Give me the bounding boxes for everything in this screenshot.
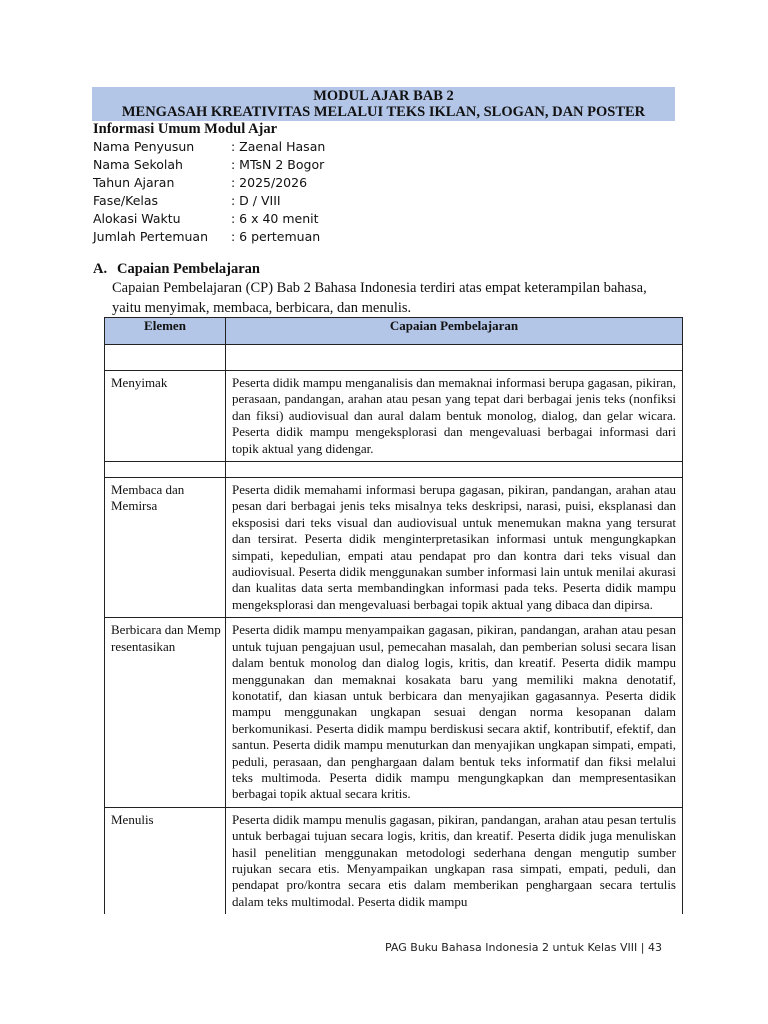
element-cell: Menulis bbox=[105, 807, 226, 914]
info-label: Fase/Kelas bbox=[93, 193, 159, 208]
title-line-1: MODUL AJAR BAB 2 bbox=[313, 88, 454, 104]
capaian-table bbox=[104, 317, 683, 914]
info-heading: Informasi Umum Modul Ajar bbox=[93, 121, 278, 137]
page-footer: PAG Buku Bahasa Indonesia 2 untuk Kelas VIII | 43 bbox=[385, 941, 662, 954]
table-spacer-row bbox=[105, 345, 683, 371]
info-value: : D / VIII bbox=[231, 193, 281, 208]
section-number: A. bbox=[93, 261, 108, 277]
info-value: : Zaenal Hasan bbox=[231, 139, 326, 154]
title-block bbox=[92, 87, 675, 121]
table-row bbox=[105, 371, 683, 462]
element-cell: Membaca dan Memirsa bbox=[105, 478, 226, 618]
section-title: Capaian Pembelajaran bbox=[117, 261, 260, 277]
info-value: : 6 x 40 menit bbox=[231, 211, 319, 226]
element-cell: Menyimak bbox=[105, 371, 226, 462]
table-row bbox=[105, 618, 683, 807]
description-cell: Peserta didik memahami informasi berupa gagasan, pikiran, pandangan, arahan atau pesan dari berbagai jenis teks misalnya teks deskripsi, narasi, puisi, eksplanasi dan eksposisi dari teks visual dan audiovisual untuk menemukan makna yang tersurat dan tersirat. Peserta didik menginterpretasikan informasi untuk mengungkapkan simpati, kepedulian, empati atau pendapat pro dan kontra dari teks visual dan audiovisual. Peserta didik menggunakan sumber informasi lain untuk menilai akurasi dan kualitas data serta membandingkan informasi pada teks. Peserta didik mampu mengeksplorasi dan mengevaluasi berbagai topik aktual yang dibaca dan dipirsa. bbox=[226, 478, 683, 618]
info-label: Nama Sekolah bbox=[93, 157, 183, 172]
info-value: : MTsN 2 Bogor bbox=[231, 157, 325, 172]
description-cell: Peserta didik mampu menyampaikan gagasan, pikiran, pandangan, arahan atau pesan untuk tujuan pengajuan usul, pemecahan masalah, dan pemberian solusi secara lisan dalam bentuk monolog dan dialog logis, kritis, dan kreatif. Peserta didik mampu menggunakan dan memaknai kosakata baru yang memiliki makna denotatif, konotatif, dan kiasan untuk berbicara dan menyajikan gagasannya. Peserta didik mampu menggunakan ungkapan sesuai dengan norma kesopanan dalam berkomunikasi. Peserta didik mampu berdiskusi secara aktif, kontributif, efektif, dan santun. Peserta didik mampu menuturkan dan menyajikan ungkapan simpati, empati, peduli, perasaan, dan penghargaan dalam bentuk teks informatif dan fiksi melalui teks multimoda. Peserta didik mampu mengungkapkan dan mempresentasikan berbagai topik aktual secara kritis. bbox=[226, 618, 683, 807]
column-header-capaian: Capaian Pembelajaran bbox=[226, 318, 683, 345]
description-cell: Peserta didik mampu menganalisis dan memaknai informasi berupa gagasan, pikiran, perasaan, pandangan, arahan atau pesan yang tepat dari berbagai jenis teks (nonfiksi dan fiksi) audiovisual dan aural dalam bentuk monolog, dialog, dan gelar wicara. Peserta didik mampu mengeksplorasi dan mengevaluasi berbagai informasi dari topik aktual yang didengar. bbox=[226, 371, 683, 462]
table-row bbox=[105, 807, 683, 914]
info-label: Tahun Ajaran bbox=[93, 175, 175, 190]
info-value: : 2025/2026 bbox=[231, 175, 308, 190]
info-label: Jumlah Pertemuan bbox=[93, 229, 209, 244]
info-label: Alokasi Waktu bbox=[93, 211, 181, 226]
table-row bbox=[105, 478, 683, 618]
description-cell: Peserta didik mampu menulis gagasan, pikiran, pandangan, arahan atau pesan tertulis untuk berbagai tujuan secara logis, kritis, dan kreatif. Peserta didik juga menuliskan hasil penelitian menggunakan metodologi sederhana dengan mengutip sumber rujukan secara etis. Menyampaikan ungkapan rasa simpati, empati, peduli, dan pendapat pro/kontra secara etis dalam memberikan penghargaan secara tertulis dalam teks multimodal. Peserta didik mampu bbox=[226, 807, 683, 914]
info-label: Nama Penyusun bbox=[93, 139, 195, 154]
section-intro: Capaian Pembelajaran (CP) Bab 2 Bahasa Indonesia terdiri atas empat keterampilan bahasa, yaitu menyimak, membaca, berbicara, dan menulis. bbox=[112, 280, 647, 316]
info-value: : 6 pertemuan bbox=[231, 229, 321, 244]
title-line-2: MENGASAH KREATIVITAS MELALUI TEKS IKLAN, SLOGAN, DAN POSTER bbox=[121, 104, 646, 120]
section-a-heading bbox=[93, 261, 260, 278]
element-cell: Berbicara dan Mempresentasikan bbox=[105, 618, 226, 807]
table-spacer-row bbox=[105, 462, 683, 478]
table-header-row bbox=[105, 318, 683, 345]
column-header-elemen: Elemen bbox=[105, 318, 226, 345]
